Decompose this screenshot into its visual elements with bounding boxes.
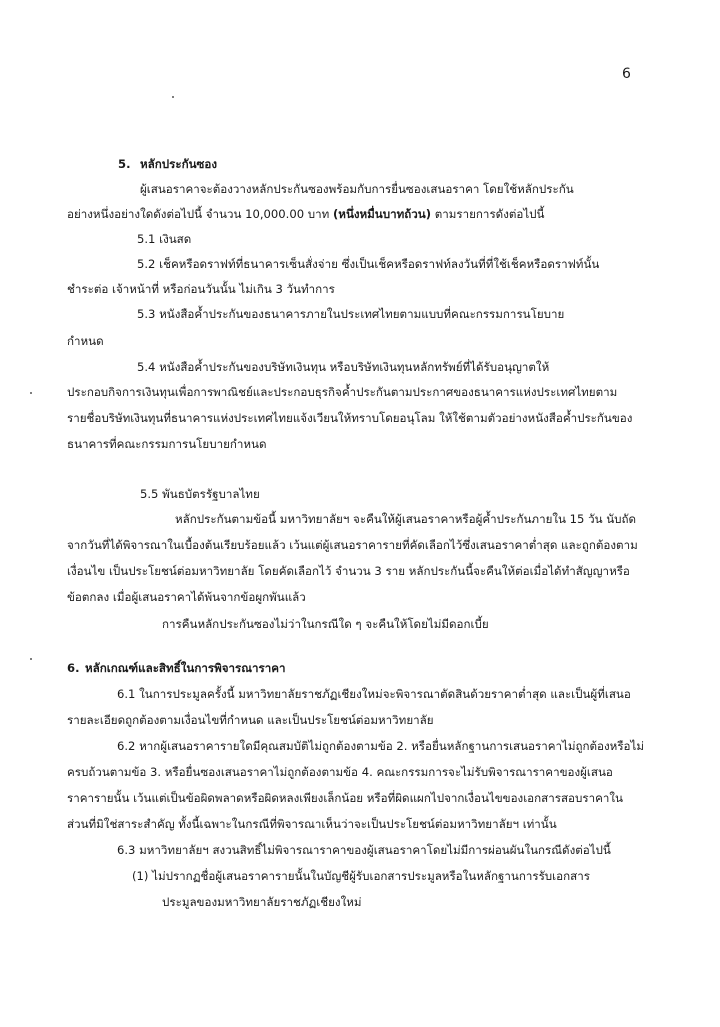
item-6-2-line-3: ราคารายนั้น เว้นแต่เป็นข้อผิดพลาดหรือผิดหลงเพียงเล็กน้อย หรือที่ผิดแผกไปจากเงื่อนไขของเอกสารสอบราคาใน (67, 791, 623, 805)
item-5-4-line-1: 5.4 หนังสือค้ำประกันของบริษัทเงินทุน หรือบริษัทเงินทุนหลักทรัพย์ที่ได้รับอนุญาตให้ (137, 360, 550, 374)
return-para-line-4: ข้อตกลง เมื่อผู้เสนอราคาได้พ้นจากข้อผูกพันแล้ว (67, 590, 306, 604)
item-5-5: 5.5 พันธบัตรรัฐบาลไทย (140, 487, 260, 501)
scan-speck (172, 96, 174, 98)
item-5-4-line-4: ธนาคารที่คณะกรรมการนโยบายกำหนด (67, 437, 267, 451)
return-para-line-2: จากวันที่ได้พิจารณาในเบื้องต้นเรียบร้อยแล้ว เว้นแต่ผู้เสนอราคารายที่คัดเลือกไว้ซึ่งเสนอราคาต่ำสุด และถูกต้องตาม (67, 538, 638, 552)
item-6-3: 6.3 มหาวิทยาลัยฯ สงวนสิทธิ์ไม่พิจารณาราคาของผู้เสนอราคาโดยไม่มีการผ่อนผันในกรณีดังต่อไปนี้ (117, 843, 611, 857)
return-para-line-3: เงื่อนไข เป็นประโยชน์ต่อมหาวิทยาลัย โดยคัดเลือกไว้ จำนวน 3 ราย หลักประกันนี้จะคืนให้ต่อเมื่อได้ทำสัญญาหรือ (67, 564, 630, 578)
page-number: 6 (622, 66, 631, 82)
amount-in-words: (หนึ่งหมื่นบาทถ้วน) (333, 207, 432, 221)
item-5-3-line-1: 5.3 หนังสือค้ำประกันของธนาคารภายในประเทศไทยตามแบบที่คณะกรรมการนโยบาย (137, 307, 565, 321)
item-5-4-line-2: ประกอบกิจการเงินทุนเพื่อการพาณิชย์และประกอบธุรกิจค้ำประกันตามประกาศของธนาคารแห่งประเทศไทยตาม (67, 385, 618, 399)
section-5-intro-line-1: ผู้เสนอราคาจะต้องวางหลักประกันซองพร้อมกับการยื่นซองเสนอราคา โดยใช้หลักประกัน (140, 182, 574, 196)
item-6-3-1-line-2: ประมูลของมหาวิทยาลัยราชภัฏเชียงใหม่ (162, 895, 362, 909)
section-6-number: 6. (67, 661, 80, 675)
section-5-heading: หลักประกันซอง (140, 157, 218, 171)
item-6-1-line-2: รายละเอียดถูกต้องตามเงื่อนไขที่กำหนด และเป็นประโยชน์ต่อมหาวิทยาลัย (67, 713, 434, 727)
item-6-2-line-4: ส่วนที่มิใช่สาระสำคัญ ทั้งนี้เฉพาะในกรณีที่พิจารณาเห็นว่าจะเป็นประโยชน์ต่อมหาวิทยาลัยฯ เท่านั้น (67, 817, 557, 831)
intro-text: อย่างหนึ่งอย่างใดดังต่อไปนี้ จำนวน 10,000.00 บาท (67, 207, 333, 221)
scan-speck (30, 658, 32, 660)
no-interest-note: การคืนหลักประกันซองไม่ว่าในกรณีใด ๆ จะคืนให้โดยไม่มีดอกเบี้ย (162, 617, 489, 631)
item-5-4-line-3: รายชื่อบริษัทเงินทุนที่ธนาคารแห่งประเทศไทยแจ้งเวียนให้ทราบโดยอนุโลม ให้ใช้ตามตัวอย่างหนังสือค้ำประกันของ (67, 411, 633, 425)
item-5-3-line-2: กำหนด (67, 334, 104, 348)
section-5-intro-line-2 (67, 206, 544, 222)
item-6-3-1-line-1: (1) ไม่ปรากฏชื่อผู้เสนอราคารายนั้นในบัญชีผู้รับเอกสารประมูลหรือในหลักฐานการรับเอกสาร (132, 869, 590, 883)
scan-speck (30, 392, 32, 394)
item-6-2-line-2: ครบถ้วนตามข้อ 3. หรือยื่นซองเสนอราคาไม่ถูกต้องตามข้อ 4. คณะกรรมการจะไม่รับพิจารณาราคาของผู้เสนอ (67, 765, 613, 779)
return-para-line-1: หลักประกันตามข้อนี้ มหาวิทยาลัยฯ จะคืนให้ผู้เสนอราคาหรือผู้ค้ำประกันภายใน 15 วัน นับถัด (175, 512, 637, 526)
intro-text-end: ตามรายการดังต่อไปนี้ (431, 207, 545, 221)
item-5-2-line-1: 5.2 เช็คหรือดราฟท์ที่ธนาคารเซ็นสั่งจ่าย ซึ่งเป็นเช็คหรือดราฟท์ลงวันที่ที่ใช้เช็คหรือดราฟท์นั้น (137, 257, 600, 271)
item-5-1: 5.1 เงินสด (137, 232, 192, 246)
item-6-2-line-1: 6.2 หากผู้เสนอราคารายใดมีคุณสมบัติไม่ถูกต้องตามข้อ 2. หรือยื่นหลักฐานการเสนอราคาไม่ถูกต้องหรือไม่ (117, 739, 644, 753)
section-5-number: 5. (118, 157, 131, 171)
item-5-2-line-2: ชำระต่อ เจ้าหน้าที่ หรือก่อนวันนั้น ไม่เกิน 3 วันทำการ (67, 282, 335, 296)
section-6-heading: หลักเกณฑ์และสิทธิ์ในการพิจารณาราคา (85, 661, 286, 675)
item-6-1-line-1: 6.1 ในการประมูลครั้งนี้ มหาวิทยาลัยราชภัฏเชียงใหม่จะพิจารณาตัดสินด้วยราคาต่ำสุด และเป็นผู้ที่เสนอ (117, 687, 631, 701)
